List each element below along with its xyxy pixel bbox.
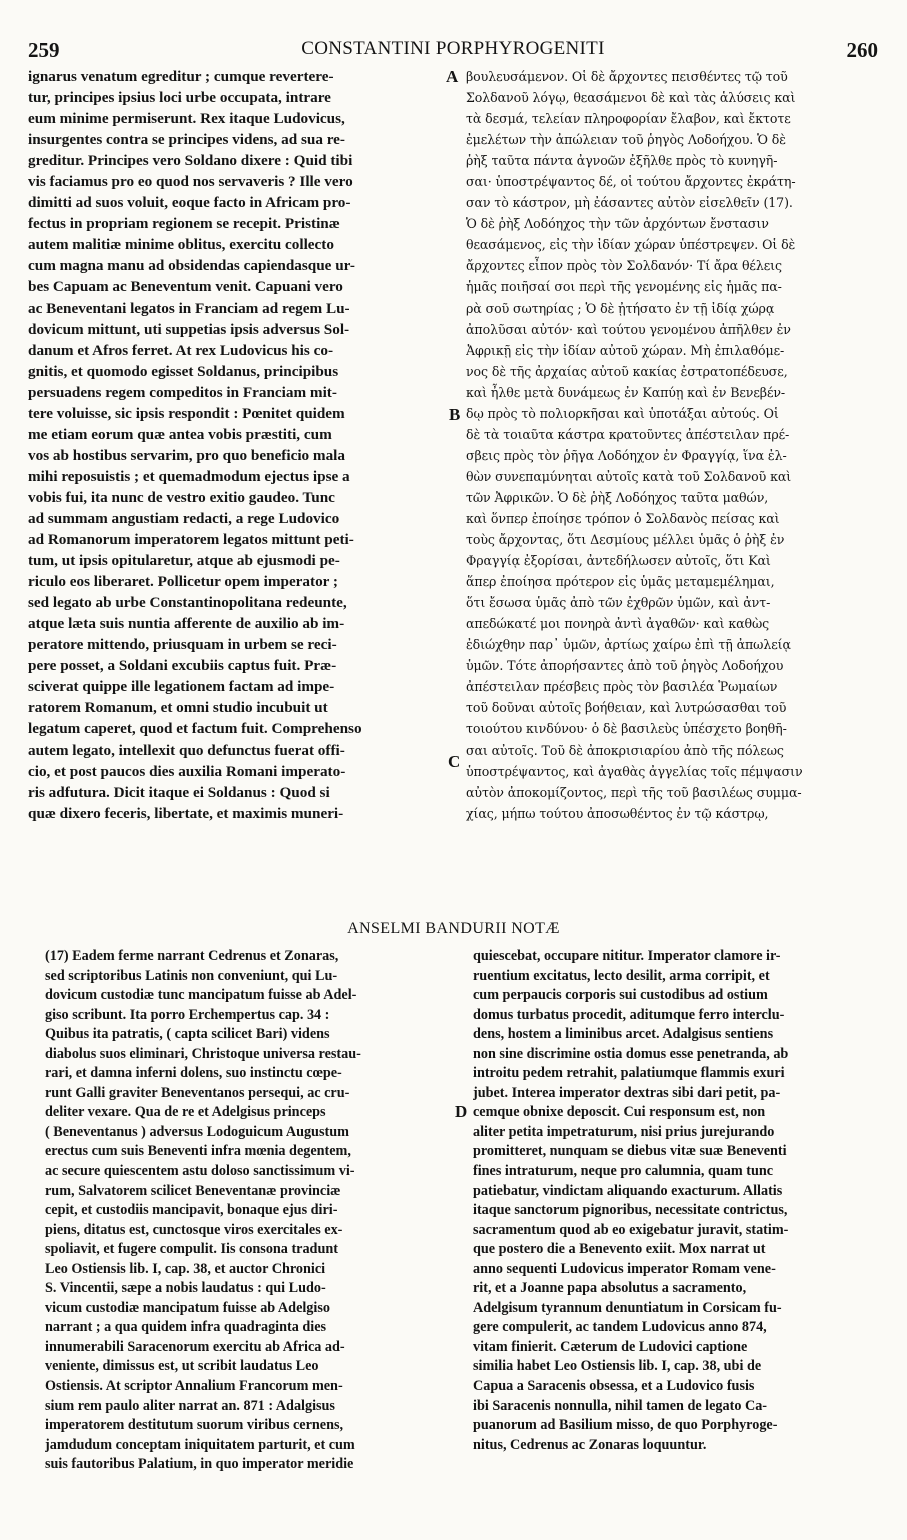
note-line: Capua a Saracenis obsessa, et a Ludovico fusis bbox=[473, 1378, 755, 1395]
running-header bbox=[28, 38, 878, 64]
note-line: promitteret, nunquam se diebus vitæ suæ Beneventi bbox=[473, 1143, 787, 1160]
latin-line: dimitti ad suos voluit, eoque facto in Africam pro- bbox=[28, 194, 351, 212]
latin-line: autem malitiæ minime oblitus, exercitu collecto bbox=[28, 236, 334, 254]
latin-line: autem legato, intellexit quo defunctus fuerat offi- bbox=[28, 741, 345, 759]
note-line: similia habet Leo Ostiensis lib. I, cap. 38, ubi de bbox=[473, 1358, 762, 1375]
note-line: que postero die a Benevento exiit. Mox narrat ut bbox=[473, 1241, 766, 1258]
latin-line: ris adfutura. Dicit itaque ei Soldanus : Quod si bbox=[28, 783, 330, 801]
page-number-left: 259 bbox=[28, 38, 60, 62]
greek-line: απεδώκατέ μοι πονηρὰ ἀντὶ ἀγαθῶν· καὶ καθὼς bbox=[466, 616, 770, 632]
latin-line: insurgentes contra se principes videns, ad sua re- bbox=[28, 131, 345, 149]
greek-line: ὑποστρέψαντος, καὶ ἀγαθὰς ἀγγελίας τοῖς πέμψασιν bbox=[466, 763, 803, 779]
note-line: ( Beneventanus ) adversus Lodoguicum Augustum bbox=[45, 1123, 349, 1140]
notes-left-column bbox=[45, 947, 455, 1475]
note-line: sacramentum quod ab eo exigebatur juravit, statim- bbox=[473, 1221, 789, 1238]
latin-line: eum minime permiserunt. Rex itaque Ludovicus, bbox=[28, 110, 345, 128]
page-number-right: 260 bbox=[846, 38, 878, 62]
greek-line: ἐμελέτων τὴν ἀπώλειαν τοῦ ῥηγὸς Λοδοήχου. Ὁ δὲ bbox=[466, 132, 786, 148]
latin-line: tum, ut ipsis opitularetur, atque ab ejusmodi pe- bbox=[28, 552, 340, 570]
latin-line: cio, et post paucos dies auxilia Romani imperato- bbox=[28, 762, 346, 780]
note-line: patiebatur, vindictam aliquando exacturum. Allatis bbox=[473, 1182, 783, 1199]
note-line: introitu pedem retrahit, palatiumque flammis exuri bbox=[473, 1065, 785, 1082]
note-line: itaque sanctorum pignoribus, necessitate contrictus, bbox=[473, 1202, 788, 1219]
note-line: anno sequenti Ludovicus imperator Romam vene- bbox=[473, 1260, 776, 1277]
latin-line: riculo eos liberaret. Pollicetur opem imperator ; bbox=[28, 573, 338, 591]
greek-line: Ἀφρικῇ εἰς τὴν ἰδίαν αὐτοῦ χώραν. Μὴ ἐπιλαθόμε- bbox=[466, 342, 785, 358]
greek-line: ἅπερ ἐποίησα πρότερον εἰς ὑμᾶς μεταμεμέλημαι, bbox=[466, 574, 775, 590]
note-line: erectus cum suis Beneventi infra mœnia degentem, bbox=[45, 1143, 351, 1160]
note-line: cepit, et custodiis mancipavit, bonaque ejus diri- bbox=[45, 1202, 338, 1219]
note-line: S. Vincentii, sæpe a nobis laudatus : qui Ludo- bbox=[45, 1280, 326, 1297]
note-line: dovicum custodiæ tunc mancipatum fuisse ab Adel- bbox=[45, 987, 357, 1004]
note-line: sium rem paulo aliter narrat an. 871 : Adalgisus bbox=[45, 1397, 335, 1414]
latin-line: legatum caperet, quod et factum fuit. Comprehenso bbox=[28, 720, 362, 738]
greek-line: ρὰ σοῦ σωτηρίας ; Ὁ δὲ ᾐτήσατο ἐν τῇ ἰδίᾳ χώρᾳ bbox=[466, 300, 775, 316]
greek-line: βουλευσάμενον. Οἱ δὲ ἄρχοντες πεισθέντες τῷ τοῦ bbox=[466, 69, 788, 84]
greek-line: τοῦ δοῦναι αὐτοῖς βοήθειαν, καὶ λυτρώσασθαι τοῦ bbox=[466, 700, 787, 716]
latin-line: atque læta suis nuntia afferente de auxilio ab im- bbox=[28, 615, 345, 633]
note-line: deliter vexare. Qua de re et Adelgisus princeps bbox=[45, 1104, 326, 1121]
note-line: Ostiensis. At scriptor Annalium Francorum men- bbox=[45, 1378, 343, 1395]
greek-line: τῶν Ἀφρικῶν. Ὁ δὲ ῥὴξ Λοδόηχος ταῦτα μαθών, bbox=[466, 489, 769, 505]
greek-line: ἄρχοντες εἶπον πρὸς τὸν Σολδανόν· Τί ἄρα θέλεις bbox=[466, 258, 782, 274]
greek-line: δῳ πρὸς τὸ πολιορκῆσαι καὶ ὑποτάξαι αὐτούς. Οἱ bbox=[466, 405, 779, 421]
note-line: suis fautoribus Palatium, in quo imperator meridie bbox=[45, 1456, 354, 1473]
latin-line: peratore mittendo, priusquam in urbem se reci- bbox=[28, 636, 337, 654]
greek-line: σαν τὸ κάστρον, μὴ ἐάσαντες αὐτὸν εἰσελθεῖν (17). bbox=[466, 195, 793, 211]
note-line: piens, ditatus est, cunctosque viros exercitales ex- bbox=[45, 1221, 343, 1238]
greek-line: σαι αὐτοῖς. Τοῦ δὲ ἀποκρισιαρίου ἀπὸ τῆς πόλεως bbox=[466, 742, 784, 758]
note-line: Leo Ostiensis lib. I, cap. 38, et auctor Chronici bbox=[45, 1260, 326, 1277]
greek-line: σβεις πρὸς τὸν ῥῆγα Λοδόηχον ἐν Φραγγίᾳ, ἵνα ἐλ- bbox=[466, 447, 787, 463]
greek-line: Ὁ δὲ ῥὴξ Λοδόηχος τὴν τῶν ἀρχόντων ἔνστασιν bbox=[466, 216, 769, 232]
latin-line: tere voluisse, sic ipsis respondit : Pœnitet quidem bbox=[28, 404, 345, 422]
greek-line: Φραγγίᾳ ἐξορίσαι, ἀντεδήλωσεν αὐτοῖς, ὅτι Καὶ bbox=[466, 553, 771, 569]
note-line: Quibus ita patratis, ( capta scilicet Bari) videns bbox=[45, 1026, 330, 1043]
latin-line: mihi reposuistis ; et quemadmodum ejectus ipse a bbox=[28, 467, 350, 485]
note-line: spoliavit, et fugere compulit. Iis consona tradunt bbox=[45, 1241, 338, 1258]
note-line: diabolus suos eliminari, Christoque universa restau- bbox=[45, 1045, 361, 1062]
latin-line: sed legato ab urbe Constantinopolitana redeunte, bbox=[28, 594, 347, 612]
note-line: nitus, Cedrenus ac Zonaras loquuntur. bbox=[473, 1436, 707, 1453]
note-line: fines intraturum, neque pro calumnia, quam tunc bbox=[473, 1163, 774, 1180]
note-line: cemque obnixe deposcit. Cui responsum est, non bbox=[473, 1104, 766, 1121]
latin-line: vis faciamus pro eo quod nos servaveris ? Ille vero bbox=[28, 173, 353, 191]
greek-line: καὶ ὅνπερ ἐποίησε τρόπον ὁ Σολδανὸς πείσας καὶ bbox=[466, 510, 780, 526]
latin-line: persuadens regem compeditos in Franciam mit- bbox=[28, 383, 337, 401]
latin-line: fectus in propriam regionem se recepit. Pristinæ bbox=[28, 215, 340, 233]
note-line: sed scriptoribus Latinis non conveniunt, qui Lu- bbox=[45, 967, 338, 984]
latin-line: cum magna manu ad obsidendas capiendasque ur- bbox=[28, 257, 355, 275]
greek-line: τοιούτου κινδύνου· ὁ δὲ βασιλεὺς ὑπέσχετο βοηθῆ- bbox=[466, 721, 787, 737]
note-line: innumerabili Saracenorum exercitu ab Africa ad- bbox=[45, 1338, 345, 1355]
greek-line: θὼν συνεπαμύνηται αὐτοῖς κατὰ τοῦ Σολδανοῦ καὶ bbox=[466, 468, 792, 484]
greek-line: ὑμῶν. Τότε ἀπορήσαντες ἀπὸ τοῦ ῥηγὸς Λοδοήχου bbox=[466, 658, 784, 674]
note-line: veniente, dimissus est, ut scribit laudatus Leo bbox=[45, 1358, 319, 1375]
note-line: jamdudum conceptam iniquitatem parturit, et cum bbox=[45, 1436, 355, 1453]
section-marker-c: C bbox=[448, 752, 461, 771]
latin-line: bes Capuam ac Beneventum venit. Capuani vero bbox=[28, 278, 343, 296]
greek-line: νος δὲ τῆς ἀρχαίας αὐτοῦ κακίας ἐστρατοπέδευσε, bbox=[466, 363, 788, 379]
latin-line: sciverat quippe ille legationem factam ad impe- bbox=[28, 678, 335, 696]
note-line: (17) Eadem ferme narrant Cedrenus et Zonaras, bbox=[45, 948, 339, 964]
note-line: domus turbatus procedit, aditumque ferro interclu- bbox=[473, 1006, 785, 1023]
note-line: aliter petita impetraturum, nisi prius jurejurando bbox=[473, 1123, 775, 1140]
note-line: puanorum ad Basilium misso, de quo Porphyroge- bbox=[473, 1417, 778, 1434]
greek-line: θεασάμενος, εἰς τὴν ἰδίαν χώραν ὑπέστρεψεν. Οἱ δὲ bbox=[466, 237, 796, 253]
note-line: non sine discrimine ostia domus esse penetranda, ab bbox=[473, 1045, 789, 1062]
latin-line: ad summam angustiam redacti, a rege Ludovico bbox=[28, 509, 340, 527]
note-line: giso scribunt. Ita porro Erchempertus cap. 34 : bbox=[45, 1006, 330, 1023]
greek-line: τὰ δεσμά, τελείαν πληροφορίαν ἔλαβον, καὶ ἔκτοτε bbox=[466, 111, 791, 127]
section-marker-d: D bbox=[455, 1102, 468, 1121]
latin-line: pere posset, a Soldani excubiis captus fuit. Præ- bbox=[28, 657, 337, 675]
latin-line: ad Romanorum imperatorem legatos mittunt peti- bbox=[28, 531, 354, 549]
note-line: rari, et damna inferni dolens, suo instinctu cœpe- bbox=[45, 1065, 342, 1082]
greek-line: ἐδιώχθην παρ᾽ ὑμῶν, ἀρτίως χαίρω ἐπὶ τῇ ἀπωλείᾳ bbox=[466, 637, 791, 653]
section-marker-a: A bbox=[446, 67, 459, 86]
note-line: rum, Salvatorem scilicet Beneventanæ provinciæ bbox=[45, 1182, 341, 1199]
greek-line: σαι· ὑποστρέψαντος δέ, οἱ τούτου ἄρχοντες ἐκράτη- bbox=[466, 174, 796, 190]
note-line: ibi Saracenis nonnulla, nihil tamen de legato Ca- bbox=[473, 1397, 768, 1414]
greek-line: δὲ τὰ τοιαῦτα κάστρα κρατοῦντες ἀπέστειλαν πρέ- bbox=[466, 426, 790, 442]
notes-heading: ANSELMI BANDURII NOTÆ bbox=[347, 920, 560, 937]
note-line: cum perpaucis corporis sui custodibus ad ostium bbox=[473, 987, 768, 1004]
latin-line: greditur. Principes vero Soldano dixere : Quid tibi bbox=[28, 152, 353, 170]
latin-line: danum et Afros ferret. At rex Ludovicus his co- bbox=[28, 341, 334, 359]
note-line: vitam finierit. Cæterum de Ludovici captione bbox=[473, 1338, 748, 1355]
note-line: vicum custodiæ mancipatum fuisse ab Adelgiso bbox=[45, 1299, 330, 1316]
greek-line: χίας, μήπω τούτου ἀποσωθέντος ἐν τῷ κάστρῳ, bbox=[466, 805, 769, 821]
latin-line: vobis fui, ita nunc de vestro exitio gaudeo. Tunc bbox=[28, 488, 335, 506]
note-line: ac secure quiescentem astu doloso sanctissimum vi- bbox=[45, 1163, 355, 1180]
note-line: rit, et a Joanne papa absolutus a sacramento, bbox=[473, 1280, 747, 1297]
latin-line: ignarus venatum egreditur ; cumque revertere- bbox=[28, 68, 334, 85]
greek-line: Σολδανοῦ λόγῳ, θεασάμενοι δὲ καὶ τὰς ἁλύσεις καὶ bbox=[466, 90, 796, 106]
note-line: gere compulerit, ac tandem Ludovicus anno 874, bbox=[473, 1319, 767, 1336]
note-line: Adelgisum tyrannum denuntiatum in Corsicam fu- bbox=[473, 1299, 782, 1316]
greek-line: ἡμᾶς ποιῆσαί σοι περὶ τῆς γενομένης εἰς ἡμᾶς πα- bbox=[466, 279, 782, 295]
note-line: runt Galli graviter Beneventanos persequi, ac cru- bbox=[45, 1084, 350, 1101]
latin-line: ac Beneventani legatos in Franciam ad regem Lu- bbox=[28, 299, 350, 317]
note-line: dens, hostem a liminibus arcet. Adalgisus sentiens bbox=[473, 1026, 774, 1043]
note-line: ruentium excitatus, lecto desilit, arma corripit, et bbox=[473, 967, 770, 984]
latin-line: ratorem Romanum, et omni studio incubuit ut bbox=[28, 699, 328, 717]
greek-column bbox=[466, 66, 882, 824]
latin-line: quæ dixero feceris, libertate, et maximis muneri- bbox=[28, 804, 344, 822]
latin-line: vos ab hostibus servarim, pro quo beneficio mala bbox=[28, 446, 345, 464]
note-line: imperatorem destitutum suorum viribus cernens, bbox=[45, 1417, 344, 1434]
running-title: CONSTANTINI PORPHYROGENITI bbox=[301, 38, 605, 59]
latin-line: dovicum mittunt, uti suppetias ipsis adversus Sol- bbox=[28, 320, 350, 338]
greek-line: ὅτι ἔσωσα ὑμᾶς ἀπὸ τῶν ἐχθρῶν ὑμῶν, καὶ ἀντ- bbox=[466, 595, 771, 611]
notes-right-column bbox=[473, 947, 883, 1455]
latin-column bbox=[28, 66, 441, 824]
note-line: jubet. Interea imperator dextras sibi dari petit, pa- bbox=[473, 1084, 781, 1101]
latin-line: tur, principes ipsius loci urbe occupata, intrare bbox=[28, 89, 331, 107]
greek-line: καὶ ἦλθε μετὰ δυνάμεως ἐν Καπύῃ καὶ ἐν Βενεβέν- bbox=[466, 384, 786, 400]
note-line: narrant ; a qua quidem infra quadraginta dies bbox=[45, 1319, 327, 1336]
greek-line: τοὺς ἄρχοντας, ὅτι Δεσμίους μέλλει ὑμᾶς ὁ ῥὴξ ἐν bbox=[466, 532, 785, 548]
latin-line: gnitis, et quomodo egisset Soldanus, principibus bbox=[28, 362, 339, 380]
greek-line: αὐτὸν ἀποκομίζοντος, περὶ τῆς τοῦ βασιλέως συμμα- bbox=[466, 784, 802, 800]
latin-line: me etiam eorum quæ antea vobis præstiti, cum bbox=[28, 425, 332, 443]
section-marker-b: B bbox=[449, 405, 461, 424]
greek-line: ῥὴξ ταῦτα πάντα ἀγνοῶν ἐξῆλθε πρὸς τὸ κυνηγῆ- bbox=[466, 153, 778, 169]
note-line: quiescebat, occupare nititur. Imperator clamore ir- bbox=[473, 948, 781, 964]
greek-line: ἀπολῦσαι αὐτόν· καὶ τούτου γενομένου ἀπῆλθεν ἐν bbox=[466, 321, 791, 337]
greek-line: ἀπέστειλαν πρέσβεις πρὸς τὸν βασιλέα Ῥωμαίων bbox=[466, 679, 778, 695]
